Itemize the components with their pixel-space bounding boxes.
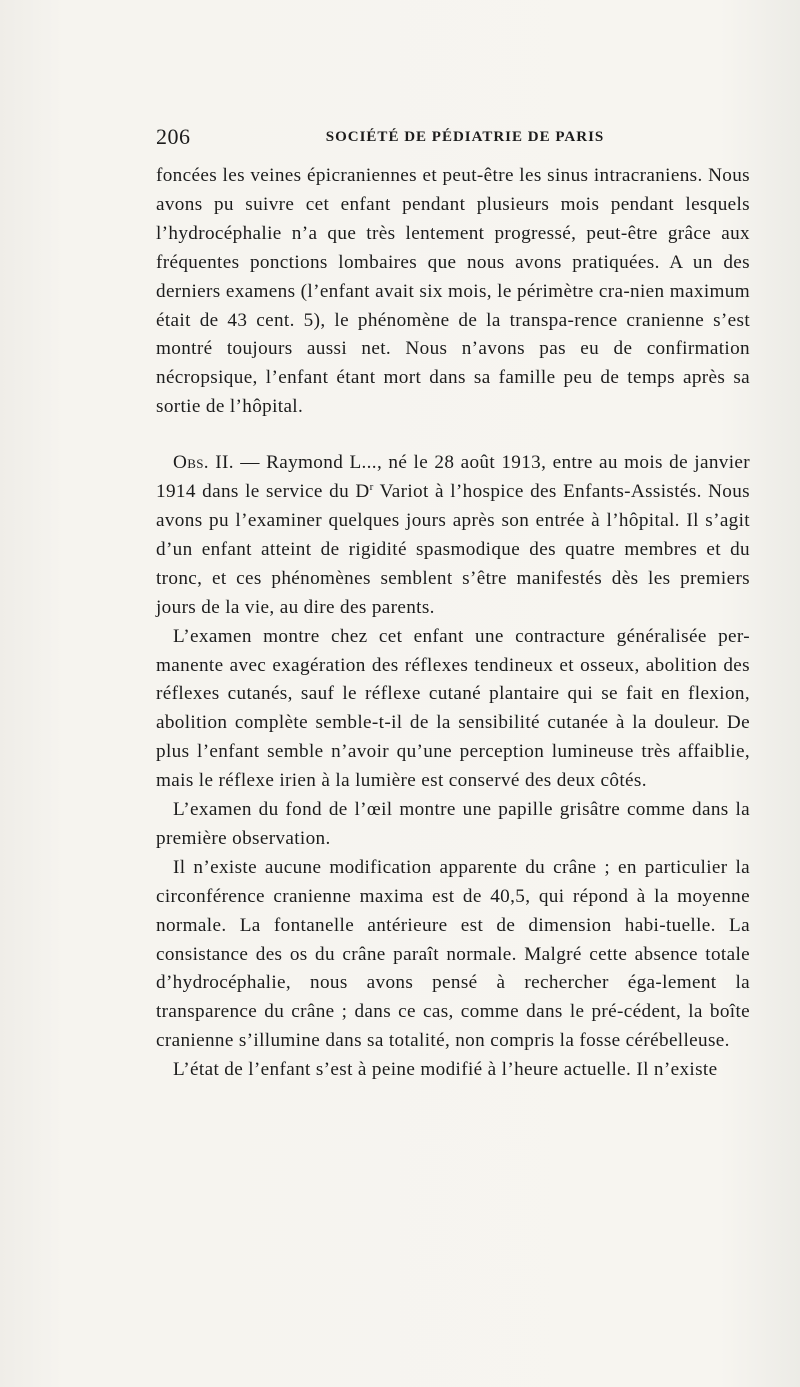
paragraph-observation-2 <box>156 449 750 622</box>
paragraph-skull: Il n’existe aucune modification apparente du crâne ; en particulier la circonférence cranienne maxima est de 40,5, qui répond à la moyenne normale. La fontanelle antérieure est de dimension habi-tuelle. La consistance des os du crâne paraît normale. Malgré cette absence totale d’hydrocéphalie, nous avons pensé à rechercher éga-lement la transparence du crâne ; dans ce cas, comme dans le pré-cédent, la boîte cranienne s’illumine dans sa totalité, non compris la fosse cérébelleuse. <box>156 856 750 1052</box>
observation-text-start: — Raymond L..., né le 28 août 1913, entre au mois de janvier 1914 dans le service du D <box>156 452 750 503</box>
paragraph-current-state: L’état de l’enfant s’est à peine modifié à l’heure actuelle. Il n’existe <box>173 1059 718 1081</box>
paragraph-examination: L’examen montre chez cet enfant une contracture généralisée per-manente avec exagération des réflexes tendineux et osseux, abolition des réflexes cutanés, sauf le réflexe cutané plantaire qui se fait en flexion, abolition complète semble-t-il de la sensibilité cutanée à la douleur. De plus l’enfant semble n’avoir qu’une perception lumineuse très affaiblie, mais le réflexe irien à la lumière est conservé des deux côtés. <box>156 625 750 792</box>
body-text <box>156 162 750 1085</box>
paragraph-continuation: foncées les veines épicraniennes et peut-être les sinus intracraniens. Nous avons pu suivre cet enfant pendant plusieurs mois pendant lesquels l’hydrocéphalie n’a que très lentement progressé, peut-être grâce aux fréquentes ponctions lombaires que nous avons pratiquées. A un des derniers examens (l’enfant avait six mois, le périmètre cra-nien maximum était de 43 cent. 5), le phénomène de la transpa-rence cranienne s’est montré toujours aussi net. Nous n’avons pas eu de confirmation nécropsique, l’enfant étant mort dans sa famille peu de temps après sa sortie de l’hôpital. <box>156 165 750 418</box>
page-header <box>156 124 750 152</box>
page-number: 206 <box>156 124 191 149</box>
observation-text-end: Variot à l’hospice des Enfants-Assistés. Nous avons pu l’examiner quelques jours après son entrée à l’hôpital. Il s’agit d’un enfant atteint de rigidité spasmodique des quatre membres et du tronc, et ces phénomènes semblent s’être manifestés dès les premiers jours de la vie, au dire des parents. <box>156 481 750 618</box>
paragraph-fundus: L’examen du fond de l’œil montre une papille grisâtre comme dans la première observation. <box>156 799 750 849</box>
doctor-superscript: r <box>369 481 374 494</box>
running-title: SOCIÉTÉ DE PÉDIATRIE DE PARIS <box>325 129 605 145</box>
section-gap <box>156 422 750 449</box>
observation-label: Obs. II. <box>173 452 234 474</box>
